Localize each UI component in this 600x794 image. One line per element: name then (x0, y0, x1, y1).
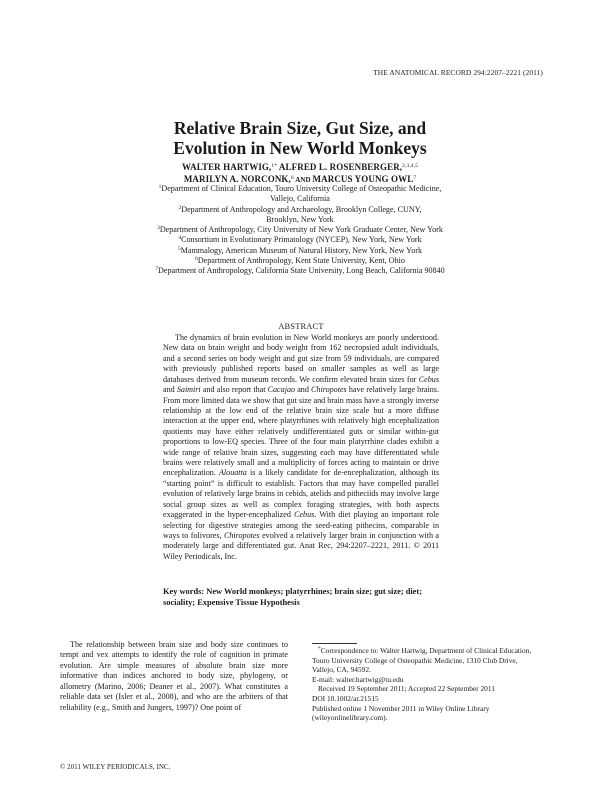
author-and: AND (293, 175, 313, 184)
received-dates: Received 19 September 2011; Accepted 22 September 2011 (318, 684, 495, 694)
author-line-1 (80, 162, 520, 174)
genus-cacajao: Cacajao (267, 385, 296, 395)
abstract-text: have relatively large brains. From more limited data we show that gut size and brain mass have a strongly inverse relationship at the low end of the relative brain size scale but a more diffuse interaction at the upper end, where platyrrhines with relatively high encephalization quotients may have either relatively undifferentiated guts or similar within-gut proportions to low-EQ species. Three of the four main platyrrhine clades exhibit a wide range of relative brain sizes, suggesting each may have differentiated while brains were relatively small and a multiplicity of forces acting to maintain or drive encephalization. (163, 385, 439, 478)
affiliation-4-text: Consortium in Evolutionary Primatology (NYCEP), New York, New York (181, 235, 422, 245)
author-youngowl-sup: 7 (413, 174, 417, 181)
abstract-text: The dynamics of brain evolution in New World monkeys are poorly understood. New data on brain weight and body weight from 162 necropsied adult individuals, and a second series on body weight and gut size from 59 individuals, are compared with previously published reports based on smaller samples as well as large databases derived from museum records. We confirm elevated brain sizes for (163, 333, 439, 384)
author-norconk: MARILYN A. NORCONK, (183, 173, 291, 184)
author-youngowl: MARCUS YOUNG OWL (312, 173, 414, 184)
affiliation-4-num: 4 (178, 235, 182, 242)
affiliation-5-text: Mammalogy, American Museum of Natural History, New York, New York (180, 245, 423, 255)
author-hartwig-sup: 1* (271, 163, 278, 169)
journal-running-head: THE ANATOMICAL RECORD 294:2207–2221 (2011) (373, 68, 543, 77)
keywords-label: Key words: (163, 587, 205, 596)
genus-chiropotes: Chiropotes (223, 531, 260, 541)
article-title (60, 118, 540, 158)
affiliation-1-num: 1 (158, 184, 162, 190)
abstract-text: and also report that (200, 385, 268, 395)
affiliation-1-text: Department of Clinical Education, Touro University College of Osteopathic Medicine, (161, 184, 442, 193)
abstract-heading: ABSTRACT (278, 322, 324, 331)
genus-alouatta: Alouatta (218, 468, 247, 478)
affiliation-5-num: 5 (177, 245, 181, 252)
abstract-text: is a likely candidate for de-encephalization, although its “starting point” is difficult to establish. Factors that may have compelled parallel evolution of relatively large brains in cebids, atelids and pitheciids may involve large social group sizes as well as complex foraging strategies, with both aspects exaggerated in the hyper-encephalized (163, 468, 439, 520)
affiliation-7-num: 7 (155, 266, 159, 273)
intro-paragraph: The relationship between brain size and body size continues to tempt and vex attempts to identify the role of cognition in primate evolution. Are simple measures of absolute brain size more informative than indices anchored to body size, phylogeny, or allometry (Marino, 2006; Deaner et al., 2007). What constitutes a reliable data set (Isler et al., 2008), and who are the arbiters of that reliability (e.g., Smith and Jungers, 1997)? One point of (60, 640, 288, 712)
title-line-2: Evolution in New World Monkeys (173, 138, 427, 158)
genus-cebus: Cebus (294, 510, 315, 520)
footnote-rule (312, 643, 357, 644)
affiliation-3-text: Department of Anthropology, City University of New York Graduate Center, New York (159, 225, 443, 235)
affiliation-2-num: 2 (178, 204, 182, 211)
correspondence-sup: * (318, 646, 321, 652)
correspondence-footnote (312, 646, 540, 723)
abstract-text: evolved a relatively larger brain in conjunction with a moderately large and differentiated gut. Anat Rec, 294:2207–2221, 2011. © 2011 Wiley Periodicals, Inc. (163, 531, 439, 561)
correspondence-email: E-mail: walter.hartwig@tu.edu (312, 674, 404, 684)
affiliation-2-cont: Brooklyn, New York (266, 214, 334, 224)
abstract-text: and (295, 385, 312, 395)
affiliation-2 (60, 205, 540, 215)
correspondence-text (312, 646, 540, 675)
affiliation-1 (60, 184, 540, 194)
affiliation-3-num: 3 (157, 225, 160, 232)
affiliation-7 (60, 266, 540, 276)
author-norconk-sup: 6 (290, 174, 294, 181)
abstract-body (163, 333, 439, 562)
correspondence-body: Correspondence to: Walter Hartwig, Department of Clinical Education, Touro University College of Osteopathic Medicine, 1310 Club Drive, Vallejo, CA, 94592. (312, 646, 532, 675)
abstract-text: and (163, 385, 177, 395)
genus-saimiri: Saimiri (176, 385, 201, 395)
keywords (163, 586, 453, 608)
genus-cebus: Cebus (418, 374, 439, 384)
affiliations (60, 184, 540, 277)
genus-chiropotes: Chiropotes (311, 385, 347, 395)
affiliation-7-text: Department of Anthropology, California State University, Long Beach, California 90840 (158, 266, 445, 276)
author-rosenberger: ALFRED L. ROSENBERGER, (277, 162, 403, 172)
affiliation-1-cont: Vallejo, California (270, 194, 330, 204)
author-hartwig: WALTER HARTWIG, (182, 162, 272, 172)
author-rosenberger-sup: 2,3,4,5 (402, 163, 418, 169)
affiliation-4 (60, 235, 540, 245)
affiliation-5 (60, 246, 540, 256)
author-list (80, 162, 520, 186)
affiliation-6-num: 6 (195, 256, 198, 263)
affiliation-6-text: Department of Anthropology, Kent State University, Kent, Ohio (197, 256, 405, 266)
affiliation-6 (60, 256, 540, 266)
abstract-text: . With diet playing an important role selecting for digestive strategies among the seed-eating pithecins, comparable in ways to folivores, (163, 510, 440, 541)
affiliation-3 (60, 225, 540, 235)
keywords-text: New World monkeys; platyrrhines; brain size; gut size; diet; sociality; Expensive Tissue Hypothesis (163, 587, 422, 607)
affiliation-2-text: Department of Anthropology and Archaeology, Brooklyn College, CUNY, (181, 204, 422, 214)
published-online: Published online 1 November 2011 in Wiley Online Library (wileyonlinelibrary.com). (312, 703, 490, 723)
doi: DOI 10.1002/ar.21515 (312, 693, 379, 703)
copyright-footer: © 2011 WILEY PERIODICALS, INC. (60, 764, 171, 771)
title-line-1: Relative Brain Size, Gut Size, and (173, 118, 427, 138)
